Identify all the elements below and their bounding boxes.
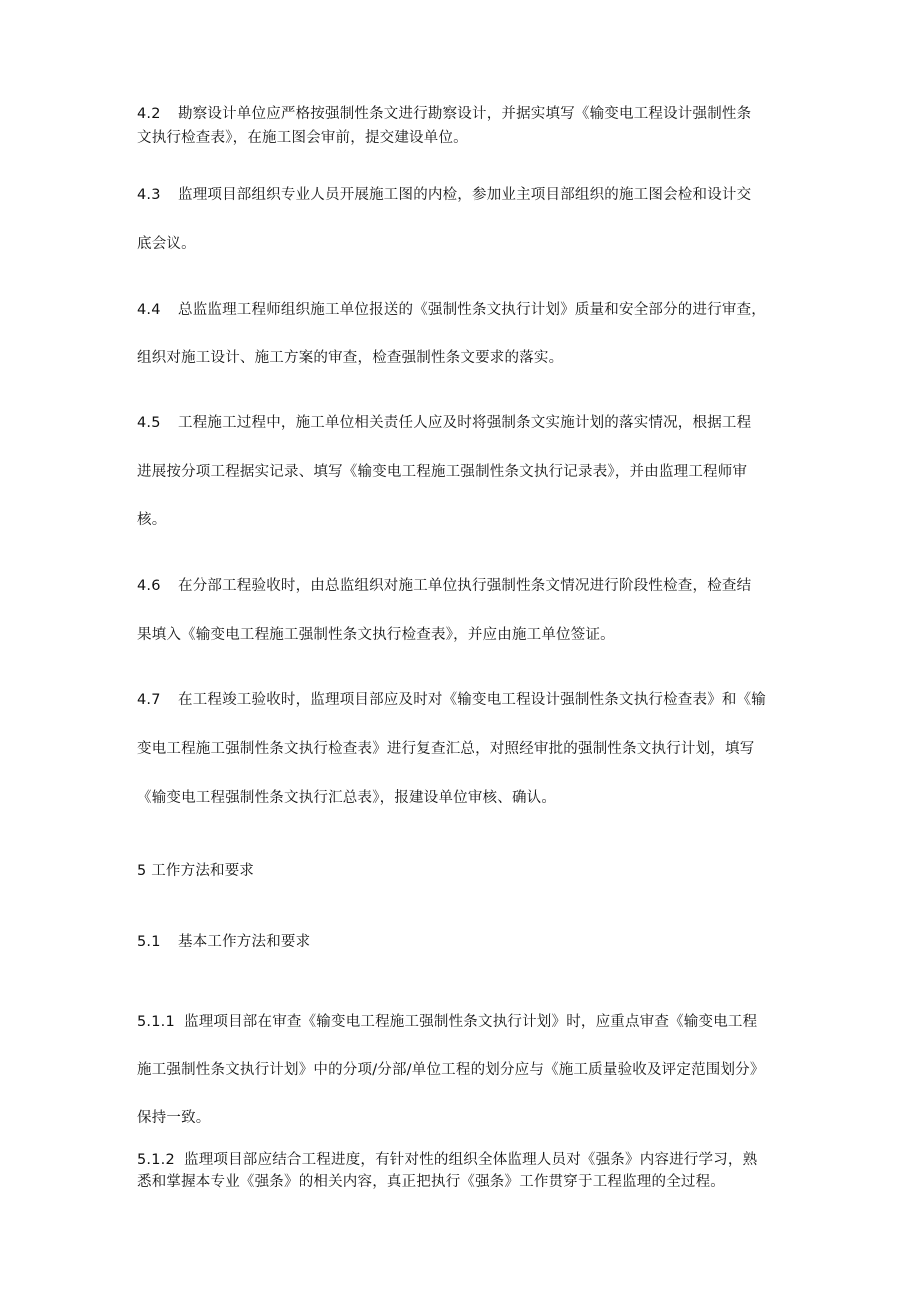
clause-text: 监理项目部应结合工程进度，有针对性的组织全体监理人员对《强条》内容进行学习，熟: [184, 1152, 758, 1168]
clause-4-7-line-1: [137, 690, 797, 710]
clause-4-7-line-3: 《输变电工程强制性条文执行汇总表》，报建设单位审核、确认。: [137, 790, 557, 806]
clause-5-1-2-line-1: [137, 1150, 797, 1170]
clause-4-4-line-1: [137, 300, 797, 320]
clause-4-4-line-2: 组织对施工设计、施工方案的审查，检查强制性条文要求的落实。: [137, 350, 564, 366]
clause-4-7-line-2: 变电工程施工强制性条文执行检查表》进行复查汇总，对照经审批的强制性条文执行计划，填写: [137, 741, 755, 757]
clause-5-1-2-line-2: 悉和掌握本专业《强条》的相关内容，真正把执行《强条》工作贯穿于工程监理的全过程。: [137, 1174, 725, 1190]
clause-number: 5.1.2: [137, 1152, 175, 1168]
clause-text: 总监监理工程师组织施工单位报送的《强制性条文执行计划》质量和安全部分的进行审查，: [178, 302, 766, 318]
clause-text: 工程施工过程中，施工单位相关责任人应及时将强制条文实施计划的落实情况，根据工程: [178, 415, 752, 431]
clause-number: 4.2: [137, 106, 161, 122]
clause-4-5-line-2: 进展按分项工程据实记录、填写《输变电工程施工强制性条文执行记录表》，并由监理工程师审: [137, 464, 748, 480]
clause-4-5-line-1: [137, 413, 797, 433]
clause-text: 基本工作方法和要求: [178, 934, 311, 950]
clause-4-2-line-1: [137, 104, 797, 124]
clause-text: 勘察设计单位应严格按强制性条文进行勘察设计，并据实填写《输变电工程设计强制性条: [178, 106, 752, 122]
clause-text: 监理项目部组织专业人员开展施工图的内检，参加业主项目部组织的施工图会检和设计交: [178, 187, 752, 203]
clause-number: 4.7: [137, 692, 161, 708]
clause-4-6-line-1: [137, 576, 797, 596]
section-5-heading: 5 工作方法和要求: [137, 863, 255, 879]
clause-5-1-1-line-3: 保持一致。: [137, 1110, 211, 1126]
clause-4-3-line-1: [137, 185, 797, 205]
clause-4-5-line-3: 核。: [137, 512, 167, 528]
clause-5-1-1-line-1: [137, 1012, 797, 1032]
clause-number: 5.1: [137, 934, 161, 950]
clause-text: 在工程竣工验收时，监理项目部应及时对《输变电工程设计强制性条文执行检查表》和《输: [178, 692, 766, 708]
clause-text: 监理项目部在审查《输变电工程施工强制性条文执行计划》时，应重点审查《输变电工程: [184, 1014, 758, 1030]
clause-number: 4.5: [137, 415, 161, 431]
clause-4-2-line-2: 文执行检查表》，在施工图会审前，提交建设单位。: [137, 130, 468, 146]
clause-text: 在分部工程验收时，由总监组织对施工单位执行强制性条文情况进行阶段性检查，检查结: [178, 578, 752, 594]
clause-4-6-line-2: 果填入《输变电工程施工强制性条文执行检查表》，并应由施工单位签证。: [137, 627, 615, 643]
clause-5-1-1-line-2: 施工强制性条文执行计划》中的分项/分部/单位工程的划分应与《施工质量验收及评定范围划分》: [137, 1062, 765, 1078]
clause-4-3-line-2: 底会议。: [137, 236, 196, 252]
clause-number: 4.4: [137, 302, 161, 318]
clause-number: 4.3: [137, 187, 161, 203]
section-5-1-heading: [137, 932, 797, 952]
clause-number: 5.1.1: [137, 1014, 175, 1030]
clause-number: 4.6: [137, 578, 161, 594]
